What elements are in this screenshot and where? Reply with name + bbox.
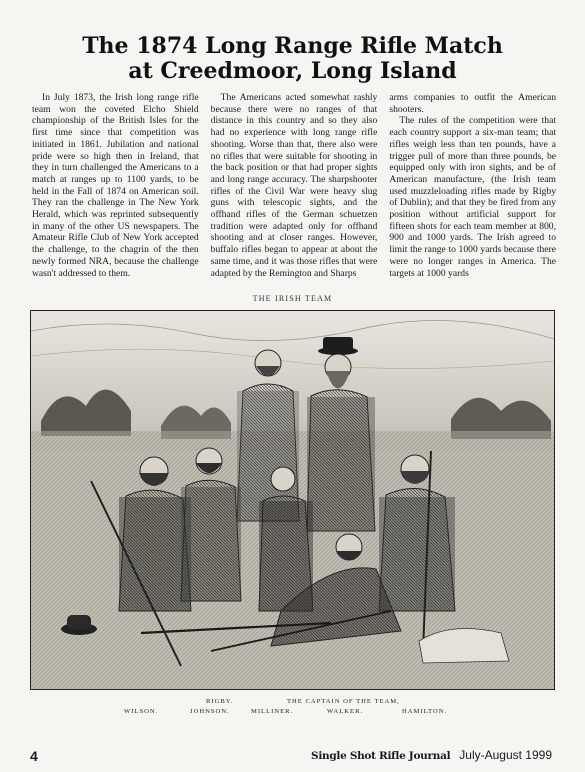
paragraph: In July 1873, the Irish long range rifle team won the coveted Elcho Shield championship of the British Isles for the first time since that competition was initiated in 1861. Jubilation and national pride were so high then in Ireland, that they in turn challenged the Americans to a match at ranges up to 1100 yards, to be held in the Fall of 1874 on American soil. They ran the challenge in The New York Herald, which was reprinted subsequently in many of the other US newspapers. The Amateur Rifle Club of New York accepted the challenge, to the chagrin of the then newly formed NRA, because the challenge wasn't addressed to them. xyxy=(32,92,199,279)
engraving-illustration xyxy=(31,311,554,689)
paragraph-continued: arms companies to outfit the American shooters. xyxy=(389,92,557,115)
title-line-1: The 1874 Long Range Rifle Match xyxy=(82,33,503,59)
footer-publication xyxy=(311,748,552,763)
article-title xyxy=(40,34,545,84)
column-2 xyxy=(211,92,378,292)
column-1 xyxy=(32,92,199,292)
column-3 xyxy=(389,92,556,292)
caption-name-captain: THE CAPTAIN OF THE TEAM, xyxy=(287,698,400,705)
journal-name: Single Shot Rifle Journal xyxy=(311,750,451,762)
title-line-2: at Creedmoor, Long Island xyxy=(128,58,457,84)
caption-name-milliner: MILLINER. xyxy=(251,708,294,715)
caption-name-wilson: WILSON. xyxy=(124,708,159,715)
caption-name-walker: WALKER. xyxy=(327,708,364,715)
caption-name-rigby: RIGBY. xyxy=(206,698,234,705)
paragraph: The rules of the competition were that each country support a six-man team; that rifles weigh less than ten pounds, have a trigger pull of more than three pounds, be equipped only with iron sights, and be of American manufacture, (the Irish team used muzzleloading rifles made by Rigby of Dublin); and that they be fired from any position without artificial support for fifteen shots for each team member at 800, 900 and 1000 yards. The Irish agreed to limit the range to 1000 yards because there were no longer ranges in America. The targets at 1000 yards xyxy=(389,115,557,279)
caption-name-hamilton: HAMILTON. xyxy=(402,708,448,715)
figure-caption: THE IRISH TEAM xyxy=(252,294,333,303)
caption-name-johnson: JOHNSON. xyxy=(190,708,230,715)
article-columns xyxy=(32,92,556,292)
paragraph: The Americans acted somewhat rashly because there were no ranges of that distance in this country and so they also had no experience with long range rifle shooting. Worse than that, there also were no rifles that were suitable for shooting in the back position or that had proper sights and long range accuracy. The sharpshooter rifles of the Civil War were heavy slug guns with telescopic sights, and the offhand rifles of the German schuetzen tradition were adapted only for offhand shooting and at closer ranges. However, buffalo rifles began to appear at about the same time, and it was those rifles that were adapted by the Remington and Sharps xyxy=(210,92,378,279)
issue-date: July-August 1999 xyxy=(459,748,552,762)
engraving-irish-team xyxy=(30,310,555,690)
page-number: 4 xyxy=(30,748,38,764)
